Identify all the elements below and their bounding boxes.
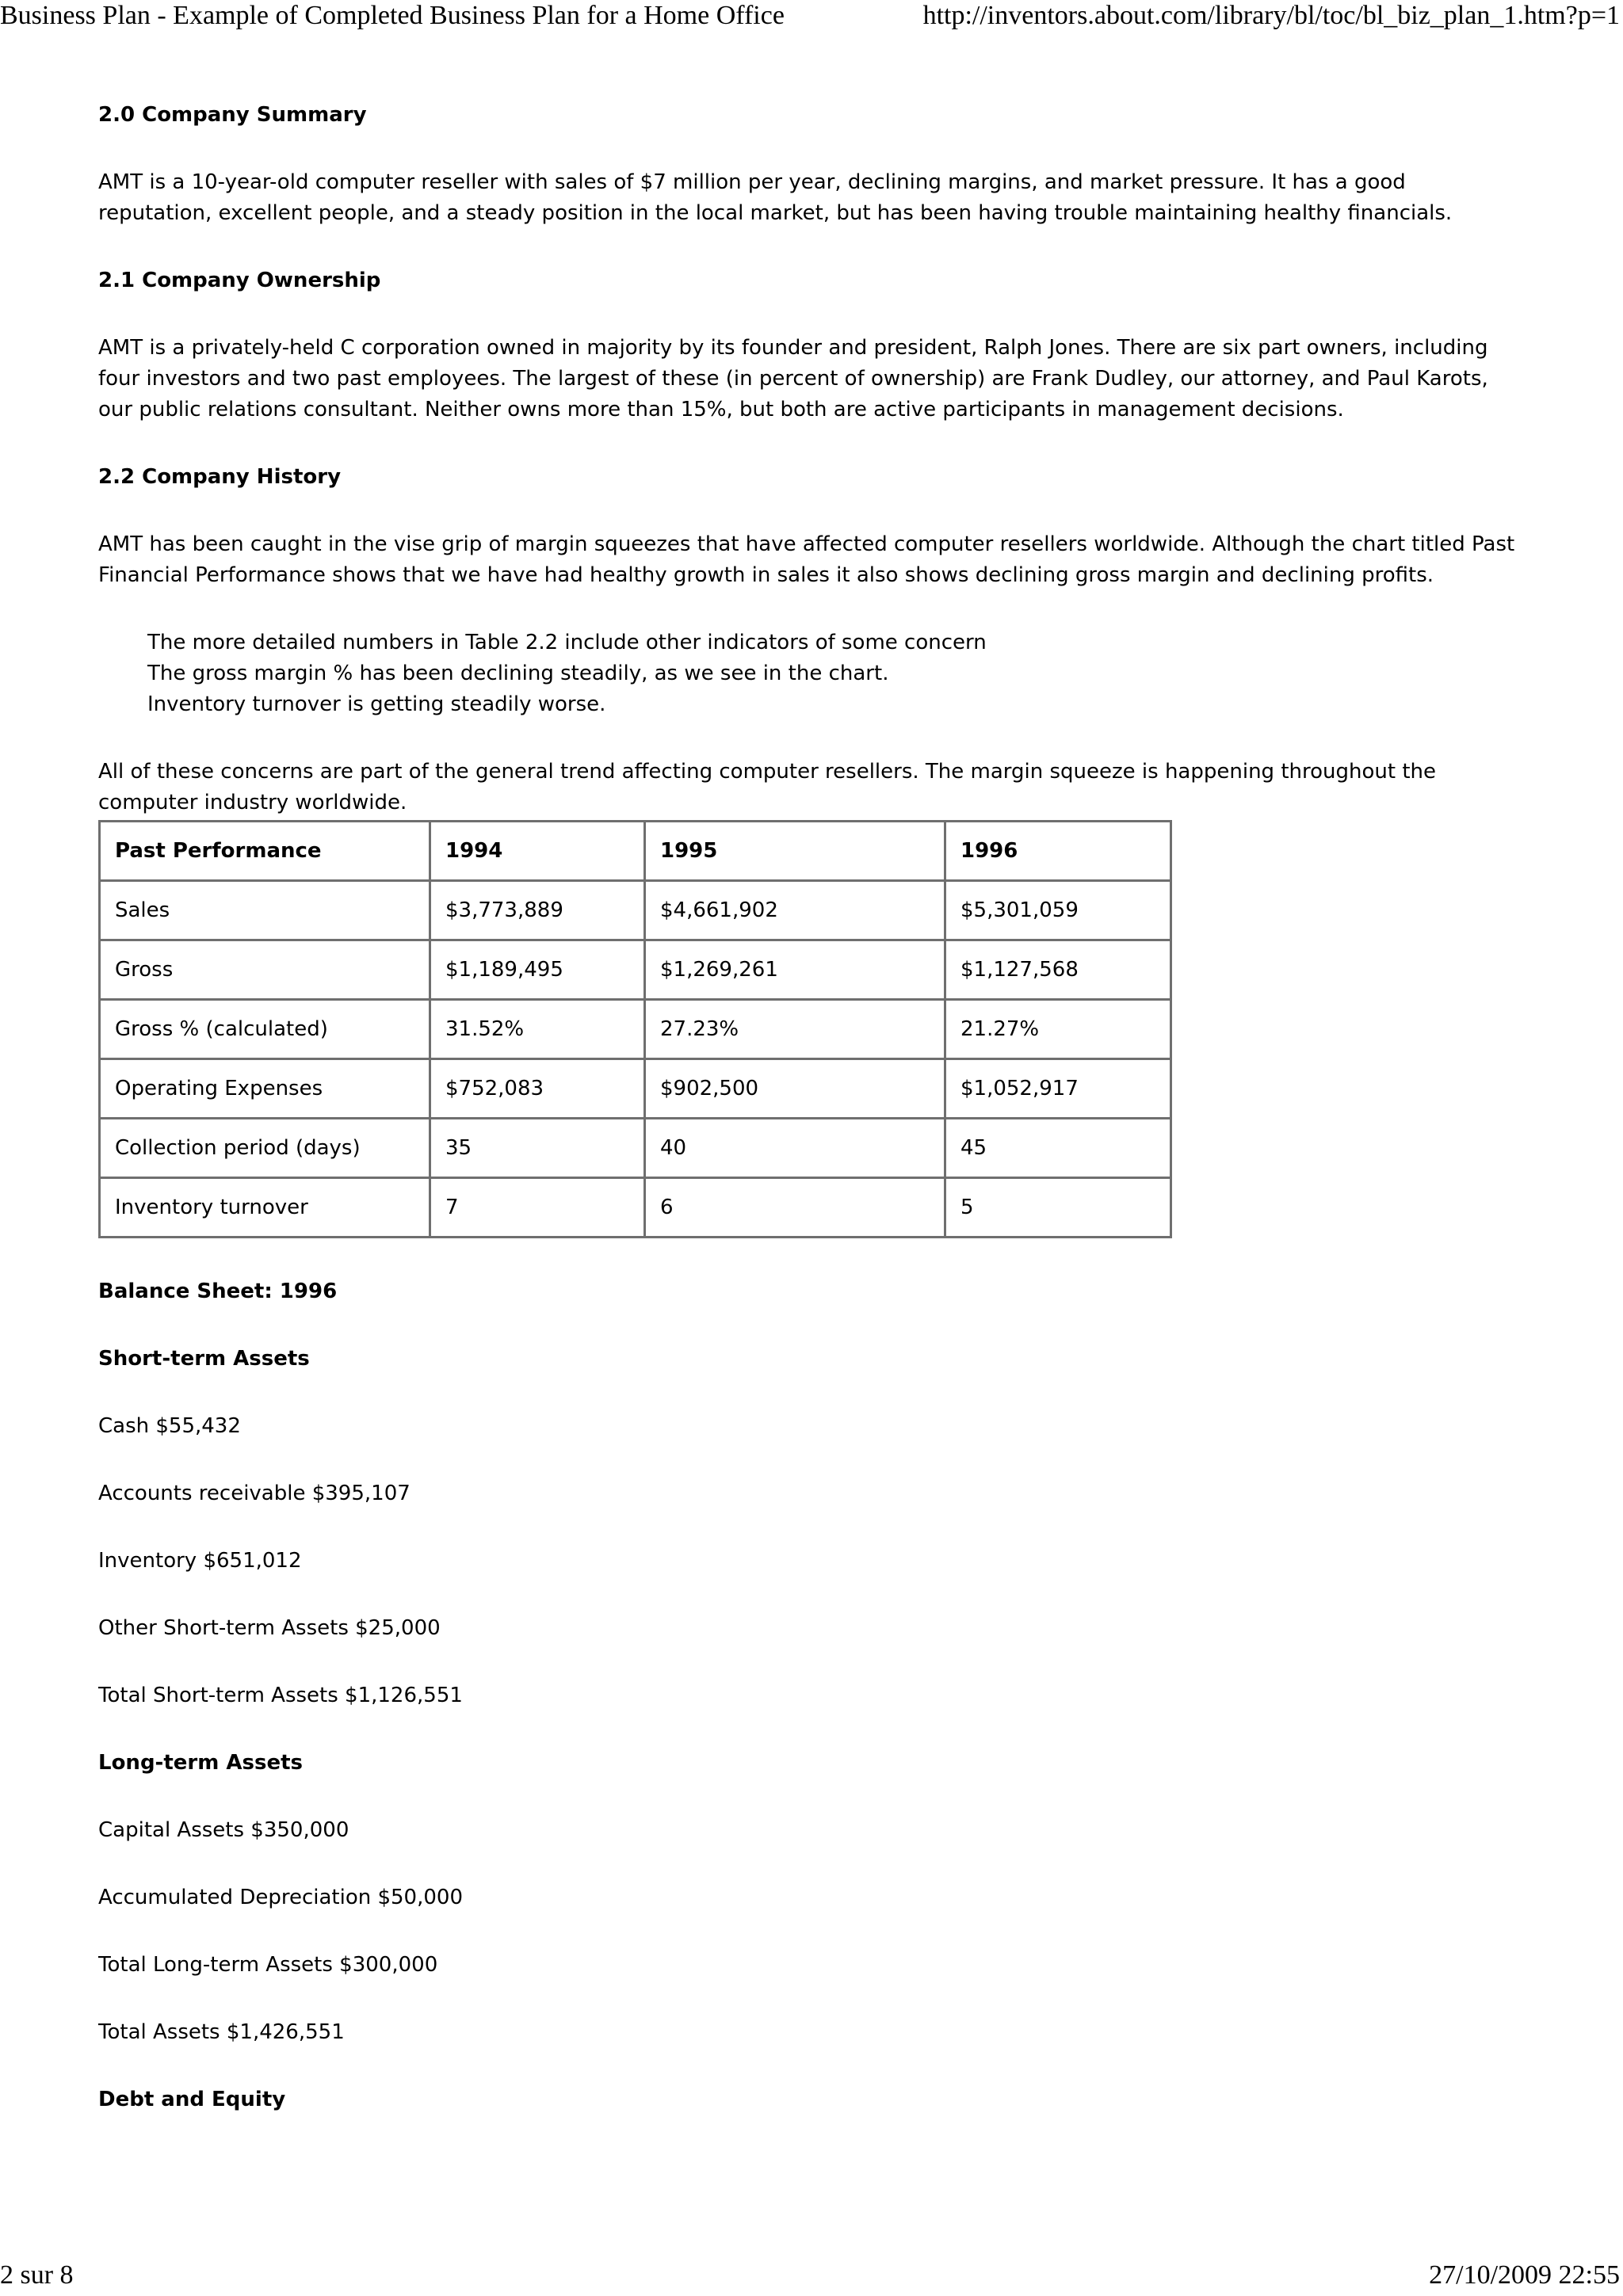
company-summary-heading: 2.0 Company Summary	[98, 103, 367, 127]
table-cell: $4,661,902	[645, 881, 945, 940]
balance-sheet	[98, 1276, 1525, 2115]
balance-line: Accumulated Depreciation $50,000	[98, 1886, 463, 1909]
balance-sheet-heading: Balance Sheet: 1996	[98, 1280, 338, 1303]
balance-line: Accounts receivable $395,107	[98, 1482, 411, 1505]
past-performance-table	[98, 820, 1172, 1238]
company-history-heading: 2.2 Company History	[98, 465, 342, 489]
table-header-cell: 1996	[945, 822, 1171, 881]
balance-line: Total Assets $1,426,551	[98, 2020, 345, 2044]
table-header-row	[100, 822, 1171, 881]
table-row	[100, 940, 1171, 1000]
table-row	[100, 1119, 1171, 1178]
document-title: Business Plan - Example of Completed Business Plan for a Home Office	[0, 1, 785, 30]
table-cell: Operating Expenses	[100, 1059, 430, 1119]
balance-line: Capital Assets $350,000	[98, 1818, 349, 1842]
source-url: http://inventors.about.com/library/bl/toc/bl_biz_plan_1.htm?p=1	[922, 1, 1620, 30]
print-header	[0, 0, 1623, 35]
table-cell: $1,269,261	[645, 940, 945, 1000]
table-cell: $1,189,495	[430, 940, 645, 1000]
page-content	[98, 100, 1525, 2152]
table-cell: $902,500	[645, 1059, 945, 1119]
history-point: The more detailed numbers in Table 2.2 include other indicators of some concern	[147, 631, 987, 654]
table-header-cell: 1995	[645, 822, 945, 881]
history-point: The gross margin % has been declining steadily, as we see in the chart.	[147, 662, 889, 685]
company-summary-text: AMT is a 10-year-old computer reseller with sales of $7 million per year, declining margins, and market pressure. It has a good reputation, excellent people, and a steady position in the local market, but has been having trouble maintaining healthy financials.	[98, 170, 1453, 225]
table-cell: 35	[430, 1119, 645, 1178]
balance-line: Other Short-term Assets $25,000	[98, 1616, 441, 1640]
table-cell: 7	[430, 1178, 645, 1238]
table-cell: 27.23%	[645, 1000, 945, 1059]
company-ownership-heading: 2.1 Company Ownership	[98, 269, 381, 292]
table-cell: 5	[945, 1178, 1171, 1238]
history-point: Inventory turnover is getting steadily worse.	[147, 692, 606, 716]
table-cell: 45	[945, 1119, 1171, 1178]
company-ownership-text: AMT is a privately-held C corporation owned in majority by its founder and president, Ralph Jones. There are six part owners, including four investors and two past employees. The largest of these (in percent of ownership) are Frank Dudley, our attorney, and Paul Karots, our public relations consultant. Neither owns more than 15%, but both are active participants in management decisions.	[98, 336, 1488, 421]
table-row	[100, 1000, 1171, 1059]
table-row	[100, 881, 1171, 940]
table-cell: Sales	[100, 881, 430, 940]
table-header-cell: 1994	[430, 822, 645, 881]
company-history-conclusion: All of these concerns are part of the general trend affecting computer resellers. The margin squeeze is happening throughout the computer industry worldwide.	[98, 760, 1436, 814]
table-row	[100, 1059, 1171, 1119]
table-cell: 31.52%	[430, 1000, 645, 1059]
balance-line: Inventory $651,012	[98, 1549, 302, 1573]
table-cell: $1,052,917	[945, 1059, 1171, 1119]
print-footer	[0, 2261, 1623, 2296]
table-cell: $1,127,568	[945, 940, 1171, 1000]
table-cell: Gross % (calculated)	[100, 1000, 430, 1059]
page-number: 2 sur 8	[0, 2260, 74, 2290]
table-cell: 6	[645, 1178, 945, 1238]
table-row	[100, 1178, 1171, 1238]
balance-line: Total Short-term Assets $1,126,551	[98, 1684, 463, 1707]
table-cell: 21.27%	[945, 1000, 1171, 1059]
table-cell: Gross	[100, 940, 430, 1000]
short-term-assets-heading: Short-term Assets	[98, 1347, 310, 1371]
table-header-cell: Past Performance	[100, 822, 430, 881]
table-cell: $3,773,889	[430, 881, 645, 940]
long-term-assets-heading: Long-term Assets	[98, 1751, 303, 1775]
company-history-text: AMT has been caught in the vise grip of margin squeezes that have affected computer resellers worldwide. Although the chart titled Past Financial Performance shows that we have had healthy growth in sales it also shows declining gross margin and declining profits.	[98, 532, 1515, 587]
table-cell: Collection period (days)	[100, 1119, 430, 1178]
table-cell: Inventory turnover	[100, 1178, 430, 1238]
balance-line: Cash $55,432	[98, 1414, 241, 1438]
table-cell: $5,301,059	[945, 881, 1171, 940]
history-points	[147, 627, 1525, 720]
table-cell: $752,083	[430, 1059, 645, 1119]
table-cell: 40	[645, 1119, 945, 1178]
debt-equity-heading: Debt and Equity	[98, 2088, 286, 2111]
print-datetime: 27/10/2009 22:55	[1429, 2260, 1620, 2290]
balance-line: Total Long-term Assets $300,000	[98, 1953, 438, 1977]
